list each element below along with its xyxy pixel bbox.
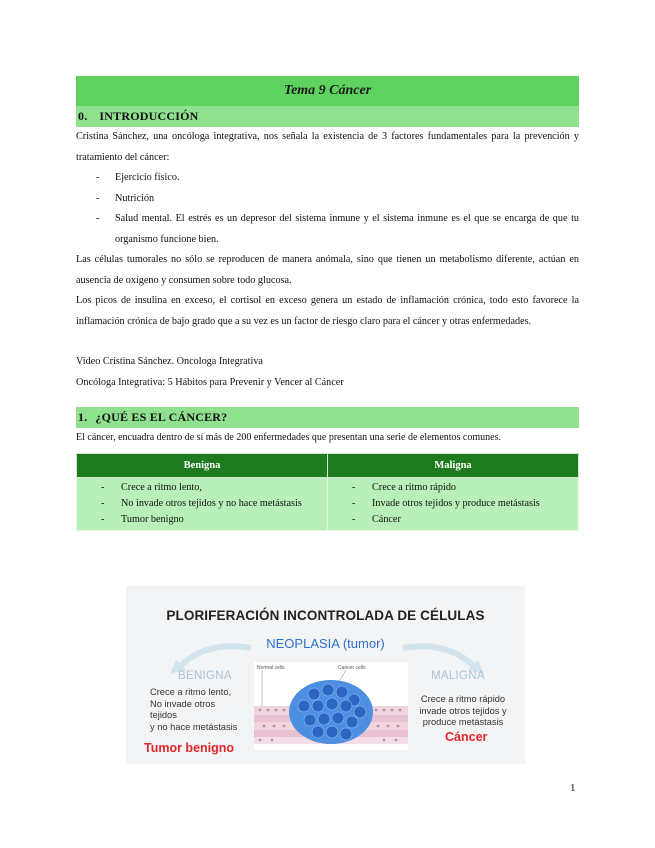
figure-title: PLORIFERACIÓN INCONTROLADA DE CÉLULAS — [166, 608, 485, 623]
list-item: - Cáncer — [352, 512, 572, 528]
list-item: - Tumor benigno — [101, 512, 321, 528]
section-title: ¿QUÉ ES EL CÁNCER? — [95, 410, 228, 424]
insulin-paragraph: Los picos de insulina en exceso, el cortisol en exceso genera un estado de inflamación crónica, todo esto favorece la inflamación crónica de bajo grado que a su vez es un factor de riesgo claro para el cáncer y otras enfermedades. — [76, 295, 579, 327]
list-item: - Invade otros tejidos y produce metástasis — [352, 496, 572, 512]
section-title: INTRODUCCIÓN — [99, 109, 199, 123]
document-page — [76, 76, 579, 531]
list-item: - No invade otros tejidos y no hace metástasis — [101, 496, 321, 512]
figure-subtitle: NEOPLASIA (tumor) — [266, 636, 385, 651]
factors-list — [76, 168, 579, 250]
cells-illustration — [254, 662, 408, 750]
normal-cells-label: Normal cells — [257, 665, 285, 671]
page-number: 1 — [570, 782, 576, 794]
cancer-label: Cáncer — [445, 730, 488, 744]
benigna-label: BENIGNA — [178, 670, 232, 682]
section-heading-que-es-el-cancer — [76, 407, 579, 428]
tumor-cells-icon — [254, 662, 408, 750]
neoplasia-figure — [126, 586, 525, 764]
table-header-benigna: Benigna — [77, 453, 328, 477]
list-item: - Nutrición — [96, 189, 579, 210]
video-link-2[interactable]: Oncóloga Integrativa: 5 Hábitos para Prevenir y Vencer al Cáncer — [76, 376, 344, 388]
maligna-label: MALIGNA — [431, 670, 485, 682]
table-header-maligna: Maligna — [328, 453, 579, 477]
section-heading-introduccion — [76, 106, 579, 127]
tumor-cells-paragraph: Las células tumorales no sólo se reproducen de manera anómala, sino que tienen un metabolismo diferente, actúan en ausencia de oxígeno y consumen sobre todo glucosa. — [76, 254, 579, 286]
comparison-table — [76, 453, 579, 531]
intro-paragraph: Cristina Sánchez, una oncóloga integrativa, nos señala la existencia de 3 factores fundamentales para la prevención y tratamiento del cáncer: — [76, 131, 579, 163]
section-number: 0. — [78, 109, 88, 123]
list-item: - Crece a ritmo rápido — [352, 480, 572, 496]
table-cell-maligna — [328, 477, 579, 530]
cancer-cells-label: Cancer cells — [338, 665, 366, 671]
list-item: - Crece a ritmo lento, — [101, 480, 321, 496]
document-title: Tema 9 Cáncer — [76, 76, 579, 106]
maligna-description: Crece a ritmo rápido invade otros tejidos y produce metástasis — [419, 694, 507, 727]
benigna-description: Crece a ritmo lento, No invade otros tejidos y no hace metástasis — [150, 687, 238, 732]
video-link-1[interactable]: Video Cristina Sánchez. Oncologa Integrativa — [76, 356, 263, 367]
section-number: 1. — [78, 410, 88, 424]
table-cell-benigna — [77, 477, 328, 530]
cancer-definition-paragraph: El cáncer, encuadra dentro de sí más de 200 enfermedades que presentan una serie de elementos comunes. — [76, 432, 501, 443]
list-item: - Salud mental. El estrés es un depresor del sistema inmune y el sistema inmune es el que se encarga de que tu organismo funcione bien. — [96, 209, 579, 250]
list-item: - Ejercicio físico. — [96, 168, 579, 189]
tumor-benigno-label: Tumor benigno — [144, 741, 235, 755]
